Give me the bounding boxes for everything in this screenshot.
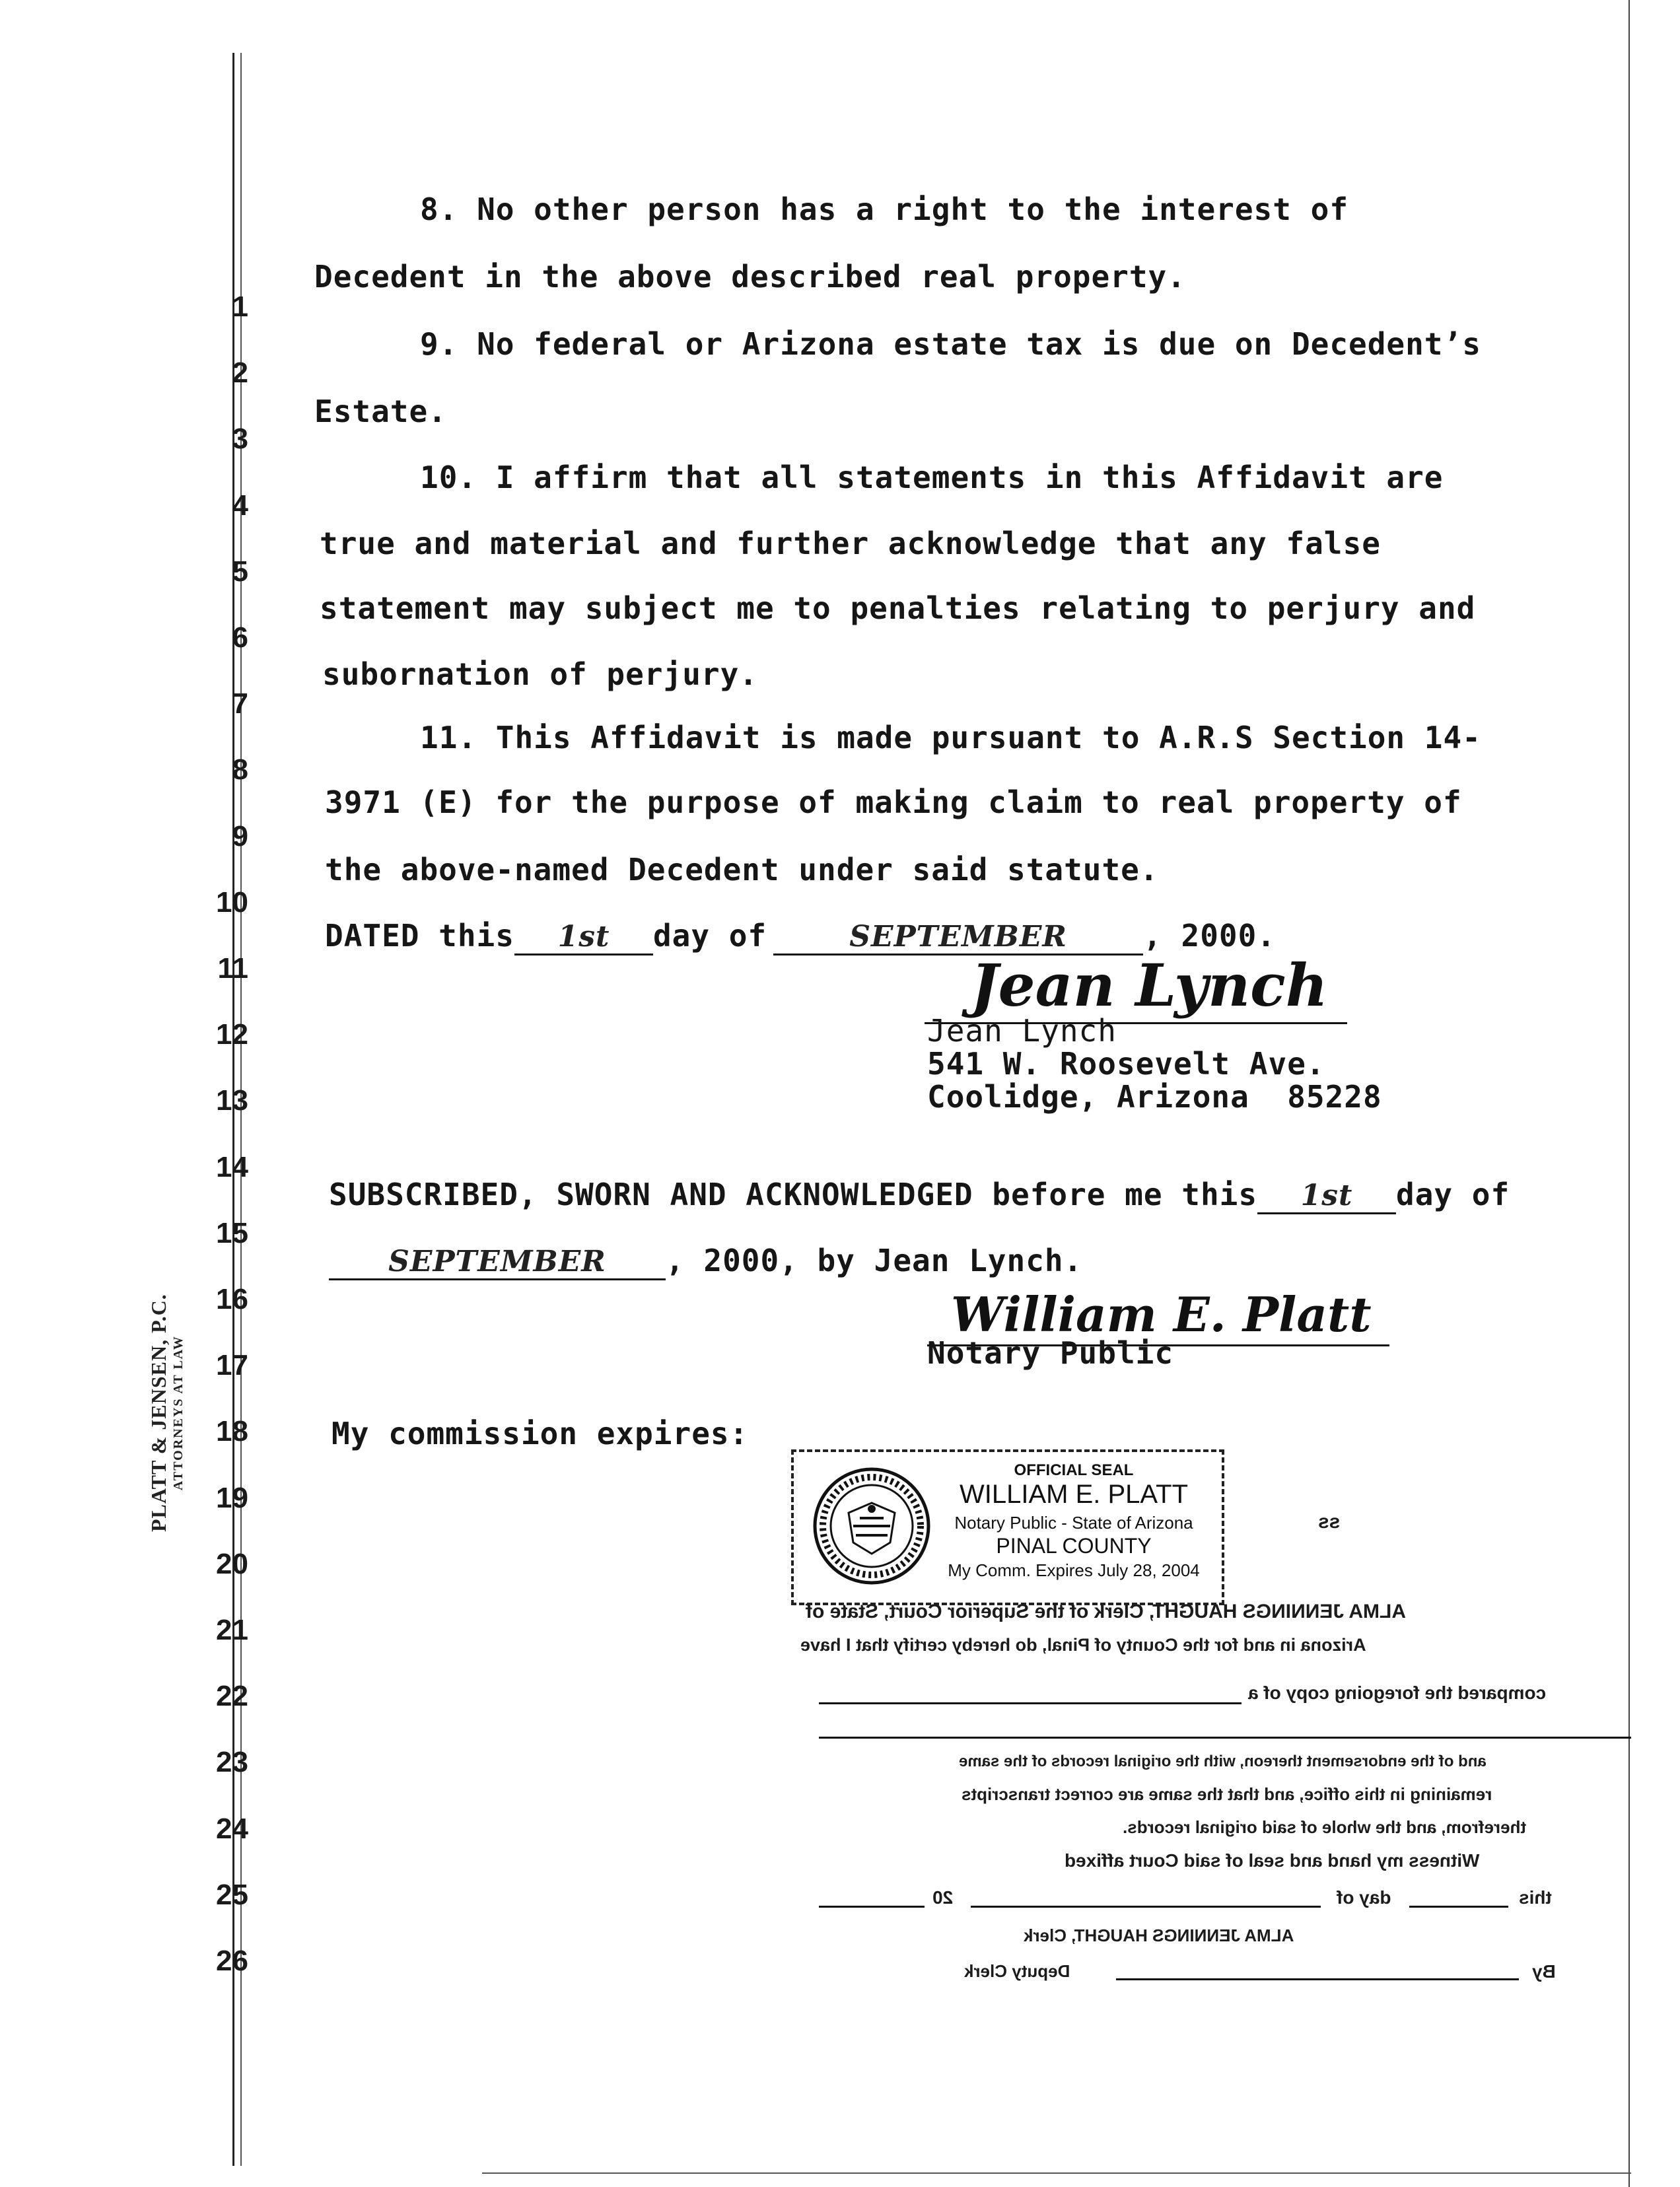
line-number: 21 xyxy=(216,1614,248,1646)
paragraph-10-line-4: subornation of perjury. xyxy=(322,656,758,692)
line-number: 17 xyxy=(216,1349,248,1381)
line-number: 16 xyxy=(216,1283,248,1315)
bleedthrough-rule-4 xyxy=(971,1906,1321,1908)
dated-day-value: 1st xyxy=(557,920,610,954)
bleedthrough-line-8-this: this xyxy=(1519,1887,1552,1908)
line-number: 11 xyxy=(217,952,248,985)
affiant-address-1: 541 W. Roosevelt Ave. xyxy=(927,1046,1325,1082)
line-number: 25 xyxy=(216,1879,248,1911)
line-number: 24 xyxy=(216,1813,248,1845)
line-number: 18 xyxy=(216,1415,248,1447)
dated-prefix: DATED this xyxy=(325,918,514,954)
paragraph-10-line-1: 10. I affirm that all statements in this Affidavit are xyxy=(420,460,1444,495)
paragraph-11-line-3: the above-named Decedent under said statute. xyxy=(325,852,1159,887)
dated-month-value: SEPTEMBER xyxy=(849,920,1067,954)
paragraph-10-line-2: true and material and further acknowledge that any false xyxy=(320,526,1381,561)
line-number: 3 xyxy=(232,423,248,455)
affiant-address-2: Coolidge, Arizona 85228 xyxy=(927,1079,1382,1115)
paragraph-8-line-2: Decedent in the above described real property. xyxy=(314,259,1186,295)
line-number: 5 xyxy=(232,555,248,588)
affiant-name: Jean Lynch xyxy=(927,1013,1117,1049)
line-number: 1 xyxy=(232,291,248,323)
notary-label: Notary Public xyxy=(927,1335,1174,1371)
bleedthrough-line-7: Witness my hand and seal of said Court affixed xyxy=(1065,1850,1480,1871)
official-seal xyxy=(791,1449,1224,1605)
commission-expires-label: My commission expires: xyxy=(332,1416,749,1451)
line-number: 12 xyxy=(216,1018,248,1051)
paragraph-8-line-1: 8. No other person has a right to the interest of xyxy=(420,191,1349,227)
official-seal-inner xyxy=(794,1452,1222,1603)
seal-line-1: Notary Public - State of Arizona xyxy=(954,1513,1193,1533)
bleedthrough-rule-3 xyxy=(1409,1906,1508,1908)
line-number: 6 xyxy=(232,621,248,654)
line-number: 13 xyxy=(216,1084,248,1117)
dated-month-blank xyxy=(773,918,1143,955)
line-number: 10 xyxy=(216,886,248,919)
paragraph-9-line-2: Estate. xyxy=(314,394,447,429)
seal-title: OFFICIAL SEAL xyxy=(1014,1461,1134,1479)
jurat-line-2 xyxy=(329,1243,1082,1280)
bleedthrough-line-8-20: 20 xyxy=(932,1887,954,1908)
firm-name-vertical xyxy=(147,1294,186,1532)
bleedthrough-rule-1 xyxy=(819,1702,1242,1704)
bleedthrough-rule-5 xyxy=(819,1906,925,1908)
seal-name: WILLIAM E. PLATT xyxy=(960,1480,1188,1509)
jurat-day-of: day of xyxy=(1396,1177,1510,1212)
affiant-signature: Jean Lynch xyxy=(971,951,1328,1020)
bleedthrough-line-9: ALMA JENNINGS HAUGHT, Clerk xyxy=(1024,1926,1294,1945)
jurat-month-value: SEPTEMBER xyxy=(388,1245,606,1278)
jurat-day-blank xyxy=(1257,1177,1396,1214)
bottom-rule xyxy=(482,2172,1631,2174)
paragraph-11-line-2: 3971 (E) for the purpose of making claim to real property of xyxy=(325,784,1462,820)
jurat-prefix: SUBSCRIBED, SWORN AND ACKNOWLEDGED before me this xyxy=(329,1177,1258,1212)
line-number: 9 xyxy=(232,820,248,852)
line-number: 22 xyxy=(216,1680,248,1712)
firm-name: PLATT & JENSEN, P.C. xyxy=(147,1294,170,1532)
bleedthrough-line-5: remaining in this office, and that the same are correct transcripts xyxy=(962,1784,1492,1804)
jurat-line-1 xyxy=(329,1177,1510,1214)
bleedthrough-line-10-deputy: Deputy Clerk xyxy=(964,1961,1070,1981)
paragraph-11-line-1: 11. This Affidavit is made pursuant to A.R.S Section 14- xyxy=(420,720,1481,755)
line-number: 20 xyxy=(216,1548,248,1580)
notary-signature: William E. Platt xyxy=(951,1286,1372,1342)
bleedthrough-rule-2 xyxy=(819,1737,1631,1739)
firm-subtitle: ATTORNEYS AT LAW xyxy=(171,1335,186,1491)
seal-county: PINAL COUNTY xyxy=(996,1534,1152,1558)
line-number: 19 xyxy=(216,1482,248,1514)
bleedthrough-line-2: Arizona in and for the County of Pinal, do hereby certify that I have xyxy=(800,1635,1366,1655)
bleedthrough-ss: ss xyxy=(1318,1511,1341,1533)
bleedthrough-rule-6 xyxy=(1116,1978,1519,1980)
jurat-line-2-suffix: , 2000, by Jean Lynch. xyxy=(666,1243,1083,1278)
state-seal-emblem-icon xyxy=(812,1467,931,1585)
line-number: 15 xyxy=(216,1217,248,1249)
bleedthrough-line-8-day-of: day of xyxy=(1337,1887,1391,1908)
paragraph-9-line-1: 9. No federal or Arizona estate tax is due on Decedent’s xyxy=(420,326,1481,362)
dated-line xyxy=(325,918,1276,955)
dated-mid: day of xyxy=(652,918,767,954)
line-number: 26 xyxy=(216,1945,248,1977)
line-number: 7 xyxy=(232,687,248,720)
line-number: 4 xyxy=(232,489,248,522)
jurat-month-blank xyxy=(329,1243,666,1280)
bleedthrough-line-1: ALMA JENNINGS HAUGHT, Clerk of the Superior Court, State of xyxy=(806,1601,1406,1622)
seal-expires: My Comm. Expires July 28, 2004 xyxy=(948,1560,1200,1580)
paragraph-10-line-3: statement may subject me to penalties relating to perjury and xyxy=(320,590,1476,626)
bleedthrough-line-10-by: By xyxy=(1532,1961,1556,1982)
dated-day-blank xyxy=(514,918,653,955)
bleedthrough-line-4: and of the endorsement thereon, with the original records of the same xyxy=(959,1753,1487,1770)
line-number: 14 xyxy=(216,1151,248,1183)
bleedthrough-line-6: therefrom, and the whole of said original records. xyxy=(1123,1817,1527,1837)
line-number: 8 xyxy=(232,753,248,786)
line-number: 23 xyxy=(216,1746,248,1778)
jurat-day-value: 1st xyxy=(1300,1179,1353,1212)
dated-year: , 2000. xyxy=(1143,918,1276,954)
margin-rule-right xyxy=(1628,0,1630,2187)
line-number: 2 xyxy=(232,357,248,389)
bleedthrough-line-3: compared the foregoing copy of a xyxy=(1248,1683,1547,1703)
